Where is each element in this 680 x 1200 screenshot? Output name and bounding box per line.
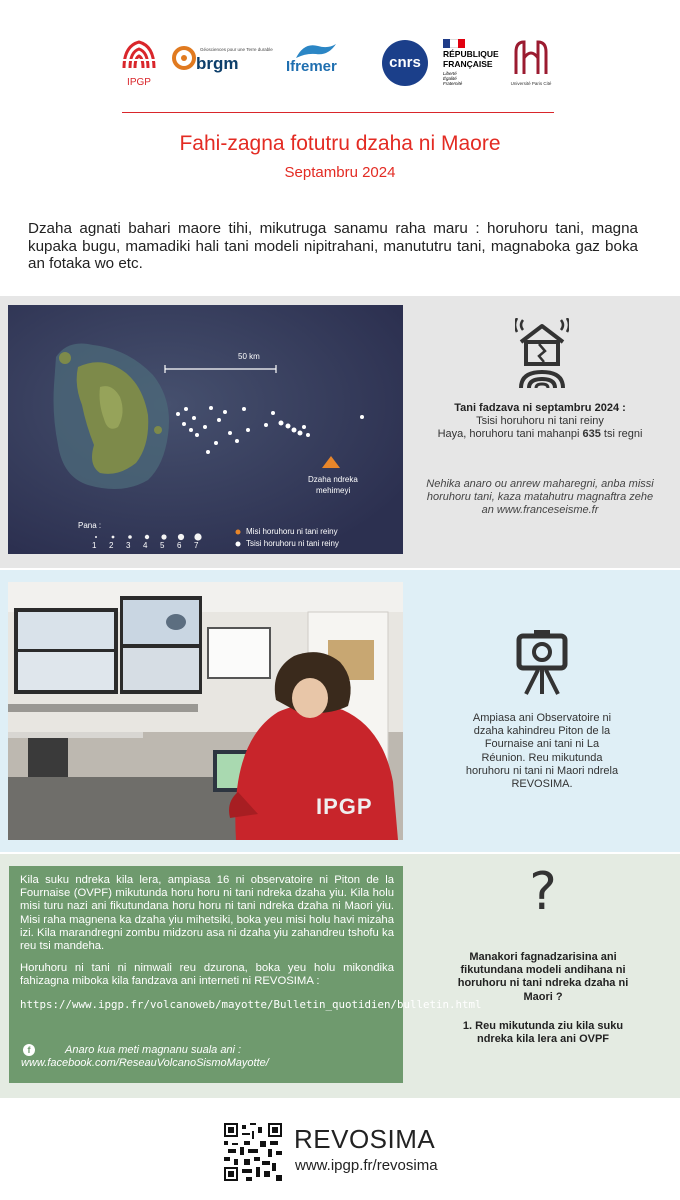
ovpf-paragraph-2: Horuhoru ni tani ni nimwali reu dzurona, boka yeu holu mikondika fahizagna miboka kila fandzava ani interneti ni REVOSIMA : <box>20 962 394 988</box>
seismicity-summary <box>420 402 660 442</box>
header-divider <box>122 112 554 113</box>
ovpf-info-box <box>9 866 482 1083</box>
republique-text: RÉPUBLIQUE <box>443 49 499 59</box>
legend-white-label: Tsisi horuhoru ni tani reiny <box>246 539 339 548</box>
summary-line-3-prefix: Haya, horuhoru tani mahanpi <box>437 428 583 441</box>
volcano-label-line2: mehimeyi <box>316 486 351 495</box>
volcano-label-line1: Dzaha ndreka <box>308 475 358 484</box>
summary-title: Tani fadzava ni septambru 2024 : <box>454 402 626 414</box>
brgm-text: brgm <box>196 54 239 73</box>
question-icon: ? <box>529 862 557 922</box>
ifremer-text: Ifremer <box>286 58 337 75</box>
partner-logos <box>0 36 680 106</box>
legend-orange-dot <box>236 530 241 535</box>
camera-tripod-icon <box>516 628 568 696</box>
page-subtitle: Septambru 2024 <box>284 164 396 181</box>
pana-value: 5 <box>160 541 165 550</box>
faq-question: Manakori fagnadzarisina ani fikutundana modeli andihana ni horuhoru ni tani ndreka dzaha ni Maori ? <box>457 951 629 1003</box>
intro-paragraph: Dzaha agnati bahari maore tihi, mikutruga sanamu raha maru : horuhoru tani, magna kupaka bugu, mamadiki hali tani modeli nipitrahani, manututru tani, magnaboka gaz boka an fotaka wo etc. <box>28 220 638 272</box>
facebook-note: Anaro kua meti magnanu suala ani : <box>65 1044 242 1056</box>
page-title: Fahi-zagna fotutru dzaha ni Maore <box>179 132 501 155</box>
upc-emblem-icon <box>508 38 554 76</box>
devise-egalite: Égalité <box>443 76 457 81</box>
cnrs-text: cnrs <box>389 54 421 71</box>
map-graphic <box>8 305 403 554</box>
pana-value: 3 <box>126 541 131 550</box>
pana-label: Pana : <box>78 521 102 530</box>
map-scale-label: 50 km <box>238 352 260 361</box>
ipgp-emblem-icon <box>118 38 160 74</box>
facebook-icon: f <box>23 1044 35 1056</box>
qr-code[interactable] <box>224 1123 282 1181</box>
republique-francaise-logo <box>443 39 503 89</box>
seismicity-map <box>8 305 403 554</box>
earthquake-count: 635 <box>582 428 601 441</box>
brgm-logo <box>172 44 272 88</box>
summary-line-3 <box>420 428 660 441</box>
pana-value: 2 <box>109 541 114 550</box>
pana-value: 1 <box>92 541 97 550</box>
legend-orange-label: Misi horuhoru ni tani reiny <box>246 527 338 536</box>
legend-white-dot <box>236 542 241 547</box>
marianne-flag-icon <box>443 39 465 48</box>
ipgp-logo <box>118 38 160 86</box>
bulletin-link[interactable]: https://www.ipgp.fr/volcanoweb/mayotte/Bulletin_quotidien/bulletin.html <box>20 998 482 1011</box>
cnrs-logo <box>382 40 428 86</box>
house-seismic-icon <box>515 318 569 390</box>
ovpf-paragraph-1: Kila suku ndreka kila lera, ampiasa 16 ni observatoire ni Piton de la Fournaise (OVPF) mikutunda horu horu ni tani ndreka dzaha yiu. Kila holu misi turu nazi ani fikutundana horu horu ni tani ndreka dzaha ni Maori yiu. Misi raha magnena ka dzaha yiu mihetsiki, boka yeu misi holu havi mizaha izi. Kila marandregni zombu midzoru asa ni dzaha yiu zahandreu tshofu ka reu tsi mandeha. <box>20 874 394 953</box>
faq-answer: 1. Reu mikutunda ziu kila suku ndreka kila lera ani OVPF <box>462 1020 624 1046</box>
summary-line-2: Tsisi horuhoru ni tani reiny <box>476 415 604 428</box>
franceseisme-note: Nehika anaro ou anrew maharegni, anba missi horuhoru tani, kaza matahutru magnaftra zehe an www.franceseisme.fr <box>426 478 654 517</box>
universite-paris-cite-logo <box>508 38 554 90</box>
observatory-description: Ampiasa ani Observatoire ni dzaha kahindreu Piton de la Fournaise ani tani ni La Réunion. Reu mikutunda horuhoru ni tani ni Maori ndrela REVOSIMA. <box>465 712 619 791</box>
observatory-photo <box>8 582 403 840</box>
facebook-link[interactable]: www.facebook.com/ReseauVolcanoSismoMayotte/ <box>21 1057 269 1069</box>
revosima-brand: REVOSIMA <box>294 1124 436 1154</box>
jacket-logo-text: IPGP <box>316 794 373 819</box>
summary-line-3-suffix: tsi regni <box>600 428 643 441</box>
upc-text: Université Paris Cité <box>510 81 552 86</box>
brgm-tagline: Géosciences pour une Terre durable <box>200 47 273 52</box>
brgm-leaf-icon <box>172 44 196 74</box>
pana-value: 4 <box>143 541 148 550</box>
devise-liberte: Liberté <box>443 71 457 76</box>
francaise-text: FRANÇAISE <box>443 59 493 69</box>
ifremer-logo <box>286 42 370 86</box>
pana-value: 7 <box>194 541 199 550</box>
devise-fraternite: Fraternité <box>443 81 463 86</box>
ipgp-text: IPGP <box>127 77 151 88</box>
revosima-url[interactable]: www.ipgp.fr/revosima <box>295 1157 438 1174</box>
pana-value: 6 <box>177 541 182 550</box>
